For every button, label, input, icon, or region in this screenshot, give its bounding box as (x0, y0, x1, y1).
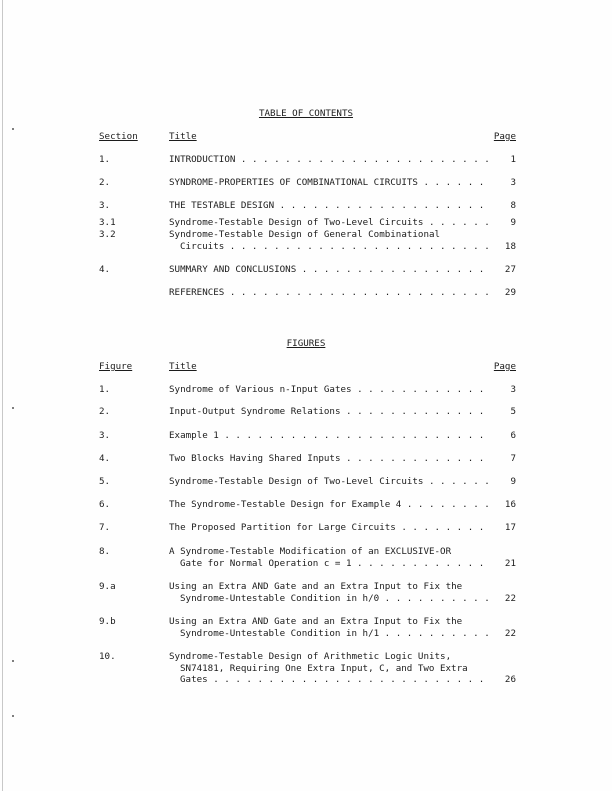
section-number: 2. (99, 177, 111, 188)
figure-number: 9.b (99, 616, 116, 627)
page-number: 16 (504, 499, 516, 510)
entry-title (169, 453, 491, 465)
figures-heading: FIGURES (286, 338, 326, 349)
page-number: 9 (510, 476, 516, 487)
page-number: 21 (504, 557, 516, 569)
entry-title-line: Syndrome-Testable Design of Two-Level Circuits . . . (169, 476, 491, 488)
entry-title (169, 581, 491, 604)
contents-heading: TABLE OF CONTENTS (258, 108, 354, 119)
scan-speck (12, 660, 14, 662)
section-number: 3. (99, 200, 111, 211)
page-number: 22 (504, 627, 516, 639)
entry-title-line: Syndrome-Testable Design of General Combinational (169, 229, 441, 240)
page-column-header: Page (493, 131, 516, 142)
entry-title (169, 430, 491, 442)
page-number: 1 (510, 154, 516, 165)
section-column-header: Section (99, 131, 138, 142)
entry-title (169, 287, 491, 299)
entry-title-line: Syndrome-Untestable Condition in h/0 . . . (169, 593, 491, 605)
scan-speck (12, 715, 14, 717)
entry-title (169, 154, 491, 166)
entry-title-line: REFERENCES . . . (169, 287, 491, 299)
entry-title-line: Syndrome-Testable Design of Two-Level Circuits . . . (169, 217, 491, 229)
entry-title (169, 406, 491, 418)
page-number: 22 (504, 592, 516, 604)
entry-title-line: THE TESTABLE DESIGN . . . (169, 200, 491, 212)
page-number: 9 (510, 217, 516, 228)
figure-number: 2. (99, 406, 111, 417)
entry-title (169, 217, 491, 229)
entry-title-line: Gate for Normal Operation c = 1 . . . (169, 558, 491, 570)
entry-title (169, 651, 491, 686)
entry-title-line: SYNDROME-PROPERTIES OF COMBINATIONAL CIRCUITS . . . (169, 177, 491, 189)
figure-number: 3. (99, 430, 111, 441)
entry-title-line: Input-Output Syndrome Relations . . . (169, 406, 491, 418)
entry-title (169, 499, 491, 511)
entry-title-line: The Proposed Partition for Large Circuits . . . (169, 522, 491, 534)
entry-title-line: Using an Extra AND Gate and an Extra Input to Fix the (169, 616, 463, 627)
figure-number: 10. (99, 651, 116, 662)
figure-number: 5. (99, 476, 111, 487)
entry-title-line: Circuits . . . (169, 241, 491, 253)
entry-title (169, 546, 491, 569)
section-number: 4. (99, 264, 111, 275)
entry-title-line: A Syndrome-Testable Modification of an EXCLUSIVE-OR (169, 546, 452, 557)
entry-title-line: SN74181, Requiring One Extra Input, C, and Two Extra (180, 662, 468, 674)
entry-title-line: Syndrome-Testable Design of Arithmetic Logic Units, (169, 651, 452, 662)
entry-title (169, 384, 491, 396)
page-number: 26 (504, 674, 516, 685)
figure-number: 6. (99, 499, 111, 510)
page-number: 6 (510, 430, 516, 441)
entry-title (169, 616, 491, 639)
page-number: 3 (510, 177, 516, 188)
page-column-header: Page (493, 361, 516, 372)
figure-number: 8. (99, 546, 111, 557)
figure-number: 7. (99, 522, 111, 533)
title-column-header: Title (169, 361, 197, 372)
page-number: 27 (504, 264, 516, 275)
figure-number: 4. (99, 453, 111, 464)
entry-title-line: Two Blocks Having Shared Inputs . . . (169, 453, 491, 465)
page-number: 29 (504, 287, 516, 298)
page-number: 5 (510, 406, 516, 417)
entry-title (169, 177, 491, 189)
page-number: 17 (504, 522, 516, 533)
entry-title (169, 476, 491, 488)
section-number: 3.2 (99, 229, 116, 240)
entry-title-line: Syndrome-Untestable Condition in h/1 . . . (169, 628, 491, 640)
section-number: 3.1 (99, 217, 116, 228)
entry-title (169, 522, 491, 534)
entry-title-line: Using an Extra AND Gate and an Extra Input to Fix the (169, 581, 463, 592)
entry-title-line: The Syndrome-Testable Design for Example 4 . . . (169, 499, 491, 511)
entry-title (169, 229, 491, 252)
entry-title-line: Example 1 . . . (169, 430, 491, 442)
entry-title-line: Gates . . . (169, 674, 491, 686)
entry-title-line: Syndrome of Various n-Input Gates . . . (169, 384, 491, 396)
figure-column-header: Figure (99, 361, 133, 372)
entry-title (169, 264, 491, 276)
section-number: 1. (99, 154, 111, 165)
figure-number: 1. (99, 384, 111, 395)
entry-title-line: INTRODUCTION . . . (169, 154, 491, 166)
scan-speck (12, 407, 14, 409)
page-number: 3 (510, 384, 516, 395)
entry-title (169, 200, 491, 212)
scan-speck (12, 128, 14, 130)
title-column-header: Title (169, 131, 197, 142)
entry-title-line: SUMMARY AND CONCLUSIONS . . . (169, 264, 491, 276)
figure-number: 9.a (99, 581, 116, 592)
page-number: 8 (510, 200, 516, 211)
page-number: 7 (510, 453, 516, 464)
page-number: 18 (504, 240, 516, 252)
